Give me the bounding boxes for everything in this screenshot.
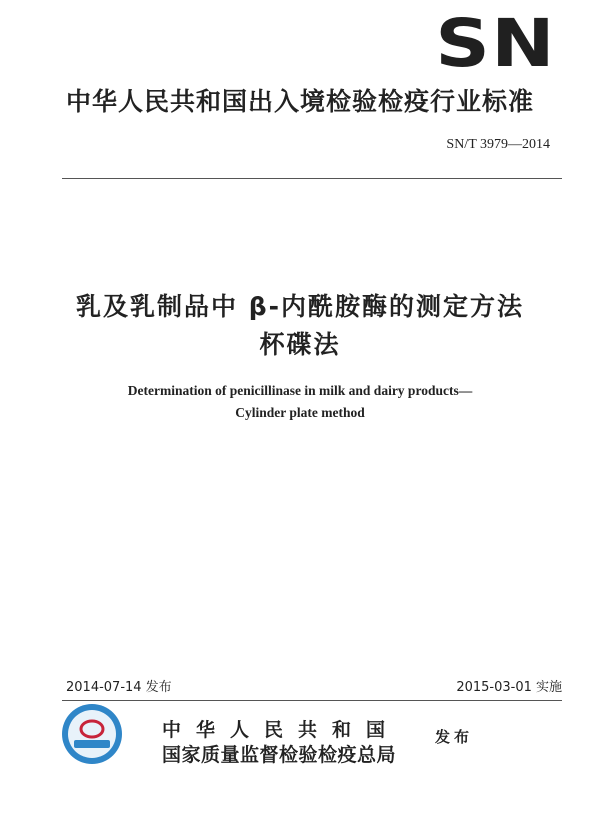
bottom-divider: [62, 700, 562, 701]
english-title: [0, 380, 600, 424]
issuer-agency: 国家质量监督检验检疫总局: [162, 744, 397, 766]
standard-number: SN/T 3979—2014: [446, 137, 550, 152]
english-title-line1: Determination of penicillinase in milk and dairy products—: [127, 383, 473, 398]
chinese-title-line1: 乳及乳制品中 β-内酰胺酶的测定方法: [76, 292, 524, 321]
issuing-authority: [162, 718, 400, 768]
chinese-title-line2: 杯碟法: [259, 330, 341, 359]
chinese-title: [0, 288, 600, 364]
top-divider: [62, 178, 562, 179]
issue-date: 2014-07-14 发布: [66, 680, 172, 695]
sn-logo: SN: [435, 5, 556, 82]
english-title-line2: Cylinder plate method: [235, 405, 365, 420]
issuer-country: 中华人民共和国: [162, 719, 401, 741]
issue-label: 发布: [435, 728, 474, 746]
seal-inner-disc: [68, 710, 116, 758]
certification-seal-icon: [60, 702, 124, 766]
standard-category: 中华人民共和国出入境检验检疫行业标准: [65, 87, 534, 116]
implementation-date: 2015-03-01 实施: [456, 680, 562, 695]
seal-banner: [74, 740, 110, 748]
